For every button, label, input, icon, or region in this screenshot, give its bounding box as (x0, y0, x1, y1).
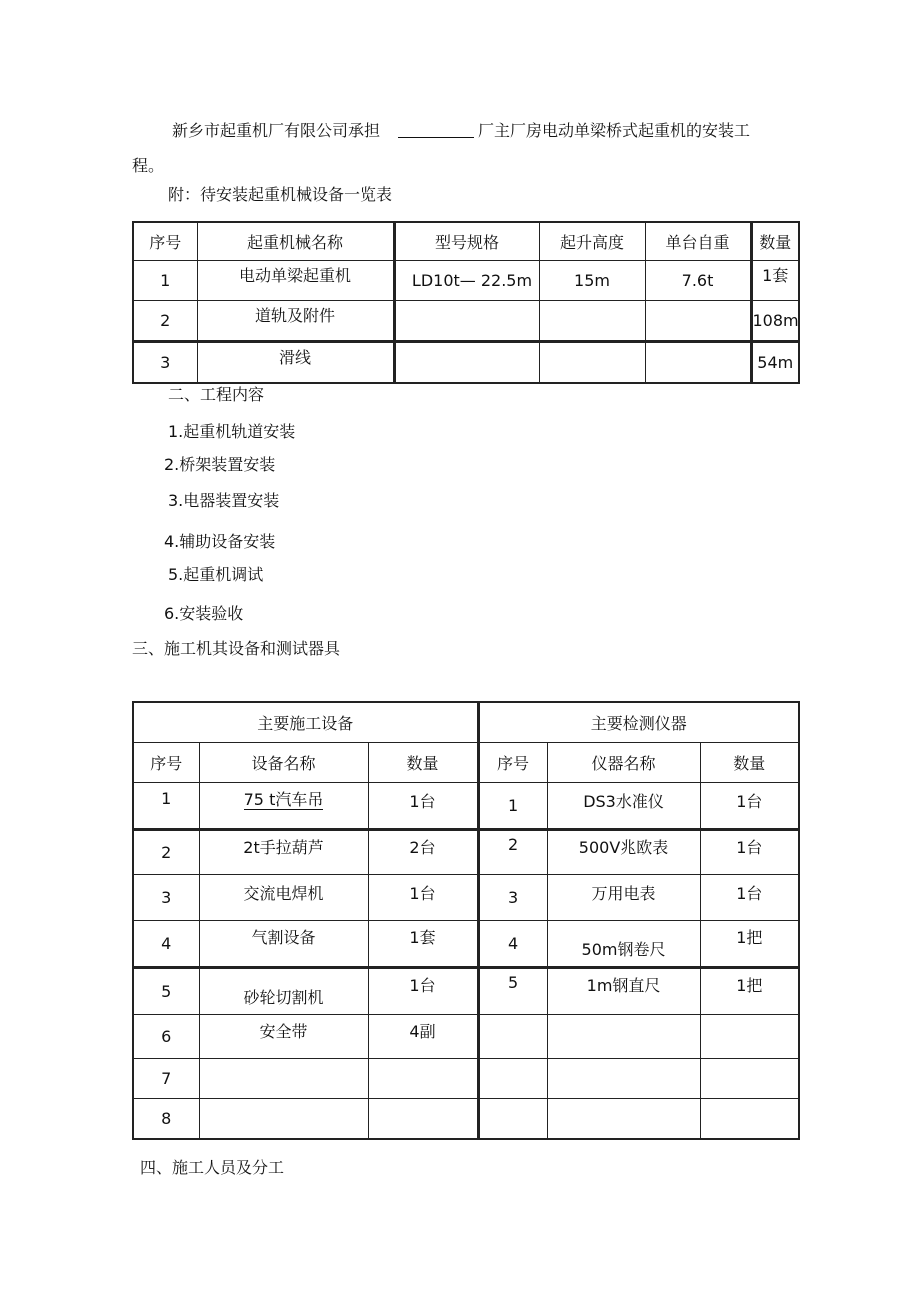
header-cell: 仪器名称 (547, 743, 700, 783)
blank-field (398, 123, 474, 138)
table-cell: 1m钢直尺 (547, 968, 700, 1015)
group-header-equipment: 主要施工设备 (133, 702, 478, 743)
table-cell: 4副 (368, 1015, 478, 1059)
table-cell: 6 (133, 1015, 199, 1059)
table-cell: 滑线 (197, 342, 394, 384)
table-row (133, 1015, 799, 1059)
header-cell: 序号 (478, 743, 547, 783)
table-cell: 2 (133, 301, 197, 342)
table-row (133, 783, 799, 830)
table-cell: 气割设备 (199, 921, 368, 968)
table-row (133, 1099, 799, 1140)
table-cell (368, 1059, 478, 1099)
header-cell: 起升高度 (539, 222, 645, 261)
table-cell: 1台 (368, 783, 478, 830)
table-cell: 4 (133, 921, 199, 968)
tools-instruments-table (132, 701, 800, 1140)
table-cell (478, 1099, 547, 1140)
header-cell: 数量 (751, 222, 799, 261)
header-cell: 单台自重 (645, 222, 751, 261)
header-cell: 数量 (700, 743, 799, 783)
table-cell (547, 1015, 700, 1059)
header-cell: 数量 (368, 743, 478, 783)
table-cell (394, 301, 539, 342)
table-cell: 1套 (368, 921, 478, 968)
table-cell: 交流电焊机 (199, 875, 368, 921)
table-cell: 2 (478, 830, 547, 875)
table-cell: 2台 (368, 830, 478, 875)
table-row (133, 875, 799, 921)
table-row (133, 261, 799, 301)
intro-line (172, 118, 750, 141)
table-cell (199, 783, 368, 830)
table-cell (700, 1059, 799, 1099)
intro-part2: 厂主厂房电动单梁桥式起重机的安装工 (478, 121, 751, 140)
table-row (133, 1059, 799, 1099)
table-cell (700, 1015, 799, 1059)
work-item: 2.桥架装置安装 (164, 455, 276, 474)
table-cell: 1台 (700, 830, 799, 875)
table-cell (547, 1099, 700, 1140)
table-cell: LD10t— 22.5m (394, 261, 539, 301)
table-cell: 1台 (700, 875, 799, 921)
table-cell (478, 1059, 547, 1099)
table-cell (199, 1099, 368, 1140)
table-cell: 道轨及附件 (197, 301, 394, 342)
table-cell: 108m (751, 301, 799, 342)
table-cell (645, 301, 751, 342)
table-cell (478, 1015, 547, 1059)
table-cell (645, 342, 751, 384)
table-cell: 2t手拉葫芦 (199, 830, 368, 875)
header-cell: 起重机械名称 (197, 222, 394, 261)
table-cell (368, 1099, 478, 1140)
work-item: 6.安装验收 (164, 604, 244, 623)
group-header-instruments: 主要检测仪器 (478, 702, 799, 743)
table-cell: 500V兆欧表 (547, 830, 700, 875)
table-cell (539, 301, 645, 342)
table-cell: 1台 (368, 968, 478, 1015)
header-cell: 型号规格 (394, 222, 539, 261)
table-cell: 4 (478, 921, 547, 968)
group-header-row (133, 702, 799, 743)
table-cell: 7 (133, 1059, 199, 1099)
table-cell: 砂轮切割机 (199, 968, 368, 1015)
table-row (133, 301, 799, 342)
table-row (133, 342, 799, 384)
table-cell: DS3水准仪 (547, 783, 700, 830)
table-cell: 1 (133, 783, 199, 830)
table-cell: 万用电表 (547, 875, 700, 921)
work-item: 3.电器装置安装 (168, 491, 280, 510)
table-cell: 5 (478, 968, 547, 1015)
table-cell: 15m (539, 261, 645, 301)
crane-equipment-table (132, 221, 800, 384)
header-cell: 序号 (133, 222, 197, 261)
table-cell: 1套 (751, 261, 799, 301)
intro-continued: 程。 (132, 156, 165, 175)
work-item: 1.起重机轨道安装 (168, 422, 296, 441)
table-cell (547, 1059, 700, 1099)
table-header-row (133, 743, 799, 783)
header-cell: 设备名称 (199, 743, 368, 783)
header-cell: 序号 (133, 743, 199, 783)
section-3-title: 三、施工机其设备和测试器具 (132, 639, 341, 658)
table-cell (199, 1059, 368, 1099)
table-cell: 8 (133, 1099, 199, 1140)
table-cell: 1台 (700, 783, 799, 830)
table-cell (539, 342, 645, 384)
table-cell: 1把 (700, 921, 799, 968)
section-2-title: 二、工程内容 (168, 385, 265, 404)
table-cell: 54m (751, 342, 799, 384)
table-cell: 3 (133, 342, 197, 384)
table-cell: 1台 (368, 875, 478, 921)
table-header-row (133, 222, 799, 261)
table-cell (394, 342, 539, 384)
table-cell: 2 (133, 830, 199, 875)
attachment-title: 附：待安装起重机械设备一览表 (168, 185, 393, 204)
table-cell: 50m钢卷尺 (547, 921, 700, 968)
table-cell (700, 1099, 799, 1140)
section-4-title: 四、施工人员及分工 (140, 1158, 285, 1177)
intro-part1: 新乡市起重机厂有限公司承担 (172, 121, 381, 140)
table-row (133, 921, 799, 968)
table-row (133, 968, 799, 1015)
table-cell: 1 (478, 783, 547, 830)
table-cell: 7.6t (645, 261, 751, 301)
table-cell: 3 (478, 875, 547, 921)
table-cell: 5 (133, 968, 199, 1015)
table-cell: 安全带 (199, 1015, 368, 1059)
table-cell: 电动单梁起重机 (197, 261, 394, 301)
work-item: 5.起重机调试 (168, 565, 264, 584)
table-cell: 1把 (700, 968, 799, 1015)
table-row (133, 830, 799, 875)
work-item: 4.辅助设备安装 (164, 532, 276, 551)
table-cell: 3 (133, 875, 199, 921)
table-cell: 1 (133, 261, 197, 301)
equipment-name-underlined: 75 t汽车吊 (243, 790, 324, 809)
